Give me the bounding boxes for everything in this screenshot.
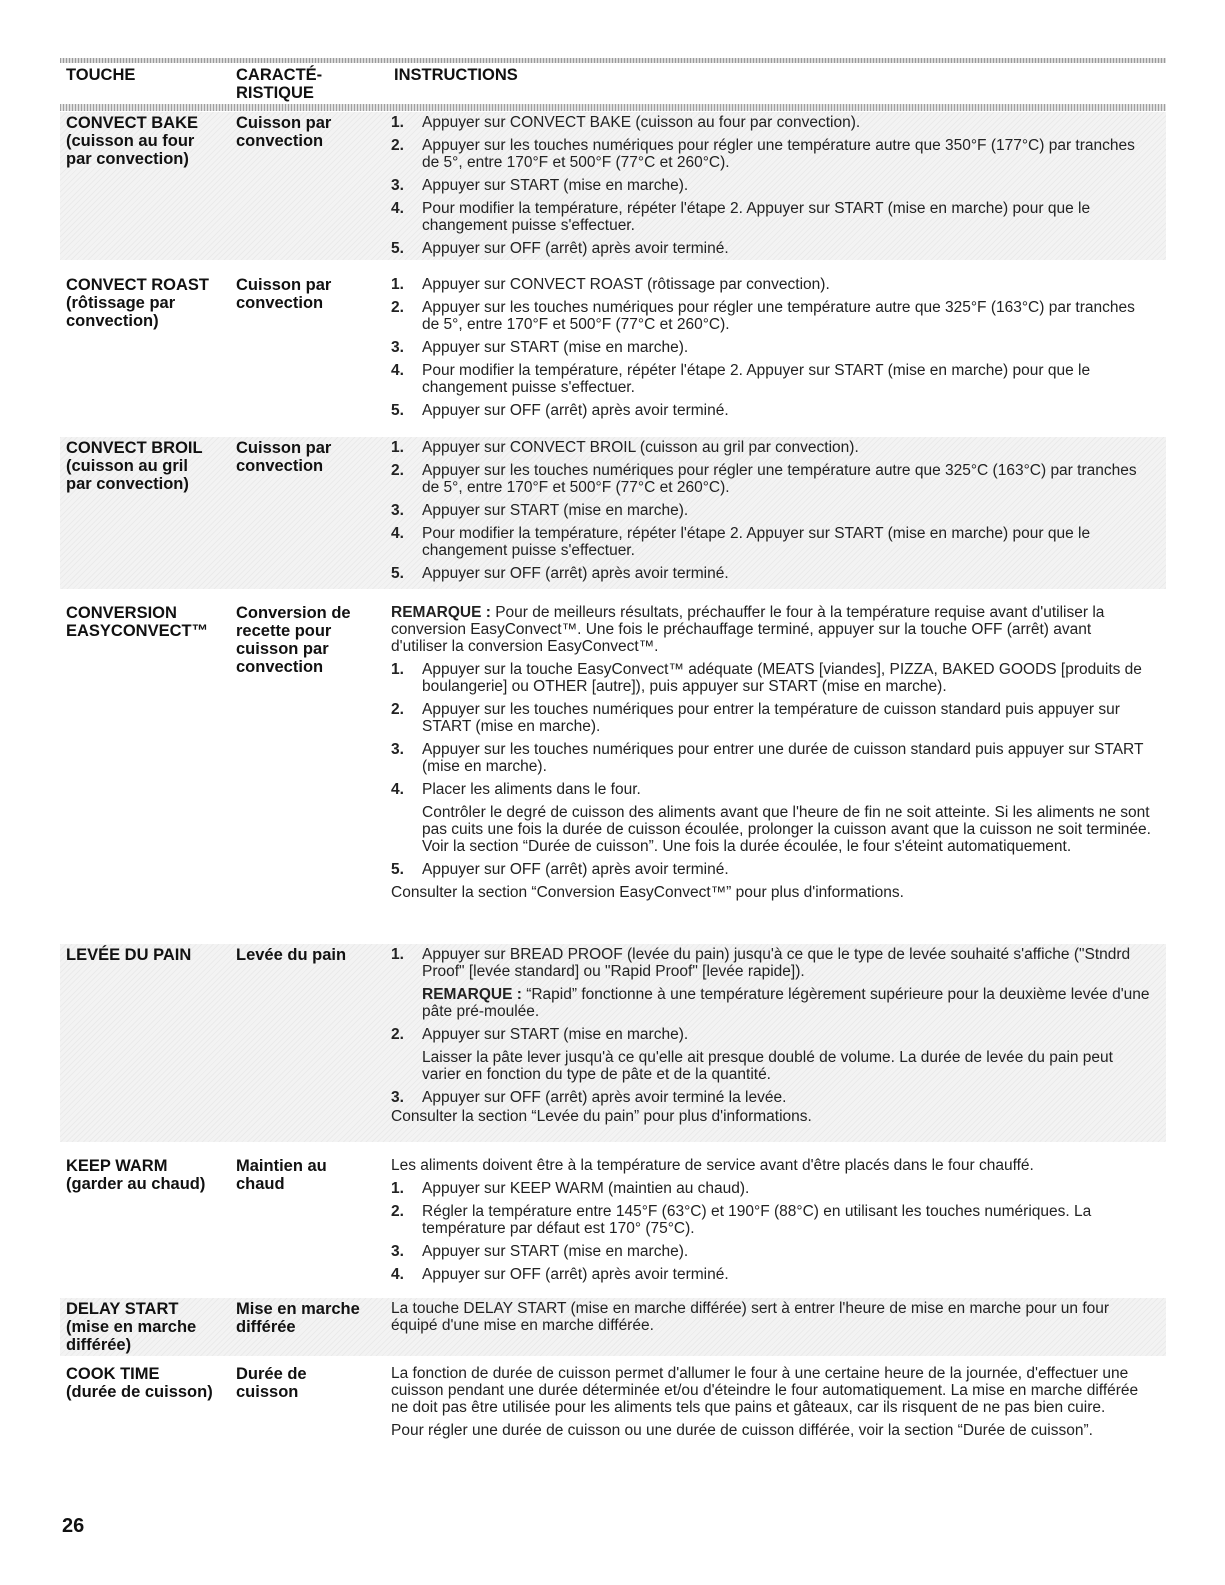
instructions [391, 1365, 1151, 1445]
table-row-keep-warm [60, 1155, 1166, 1290]
step: 4. Appuyer sur OFF (arrêt) après avoir terminé. [391, 1266, 729, 1283]
instructions [391, 1157, 1151, 1289]
step: 5. Appuyer sur OFF (arrêt) après avoir terminé. [391, 861, 729, 878]
header-instructions: INSTRUCTIONS [394, 66, 518, 84]
paragraph: Pour régler une durée de cuisson ou une durée de cuisson différée, voir la section “Durée de cuisson”. [391, 1422, 1093, 1439]
key-label: CONVECT BROIL (cuisson au gril par convection) [66, 439, 203, 493]
instructions [391, 276, 1151, 425]
instructions [391, 439, 1151, 588]
step: 1. Appuyer sur CONVECT BAKE (cuisson au four par convection). [391, 114, 861, 131]
key-label: CONVECT ROAST (rôtissage par convection) [66, 276, 210, 330]
step: 1. Appuyer sur CONVECT BROIL (cuisson au gril par convection). [391, 439, 859, 456]
key-label: KEEP WARM (garder au chaud) [66, 1157, 206, 1193]
feature-label: Cuisson par convection [236, 276, 332, 312]
step: 3. Appuyer sur START (mise en marche). [391, 502, 689, 519]
table-row-conversion [60, 602, 1166, 942]
header-feature: CARACTÉ- RISTIQUE [236, 66, 323, 102]
step: 2. Appuyer sur START (mise en marche). Laisser la pâte lever jusqu'à ce qu'elle ait presque doublé de volume. La durée de levée du pain peut varier en fonction du type de pâte et de la quantité. [391, 1026, 1151, 1083]
step: 2. Appuyer sur les touches numériques pour entrer la température de cuisson standard puis appuyer sur START (mise en marche). [391, 701, 1120, 735]
step: 1. Appuyer sur BREAD PROOF (levée du pain) jusqu'à ce que le type de levée souhaité s'affiche ("Stndrd Proof" [levée standard] ou "Rapid Proof" [levée rapide]). REMARQUE : “Rapid” fonctionne à une température légèrement supérieure pour la deuxième levée d'une pâte pré-moulée. [391, 946, 1150, 1020]
row-footer: Consulter la section “Levée du pain” pour plus d'informations. [391, 1108, 812, 1125]
step: 4. Pour modifier la température, répéter l'étape 2. Appuyer sur START (mise en marche) pour que le changement puisse s'effectuer. [391, 200, 1091, 234]
step: 3. Appuyer sur START (mise en marche). [391, 177, 689, 194]
table-row-convect-roast [60, 274, 1166, 426]
key-label: CONVERSION EASYCONVECT™ [66, 604, 209, 640]
feature-label: Conversion de recette pour cuisson par convection [236, 604, 351, 676]
row-footer: Consulter la section “Conversion EasyConvect™” pour plus d'informations. [391, 884, 904, 901]
table-row-convect-bake [60, 112, 1166, 260]
feature-label: Maintien au chaud [236, 1157, 327, 1193]
step-note: REMARQUE : “Rapid” fonctionne à une température légèrement supérieure pour la deuxième levée d'une pâte pré-moulée. [422, 986, 1150, 1020]
step: 5. Appuyer sur OFF (arrêt) après avoir terminé. [391, 565, 729, 582]
step: 4. Placer les aliments dans le four. Contrôler le degré de cuisson des aliments avant que l'heure de fin ne soit atteinte. Si les aliments ne sont pas cuits une fois la durée de cuisson écoulée, prolonger la cuisson avant que la cuisson ne soit terminée. Voir la section “Durée de cuisson”. Une fois la durée écoulée, le four s'éteint automatiquement. [391, 781, 1151, 855]
feature-label: Mise en marche différée [236, 1300, 360, 1336]
table-row-delay-start [60, 1298, 1166, 1356]
table-header [66, 64, 1166, 104]
table-row-bread-proof [60, 944, 1166, 1142]
feature-label: Levée du pain [236, 946, 347, 964]
step-detail: Laisser la pâte lever jusqu'à ce qu'elle ait presque doublé de volume. La durée de levée du pain peut varier en fonction du type de pâte et de la quantité. [422, 1049, 1113, 1083]
key-label: COOK TIME (durée de cuisson) [66, 1365, 213, 1401]
step: 5. Appuyer sur OFF (arrêt) après avoir terminé. [391, 402, 729, 419]
step: 2. Appuyer sur les touches numériques pour régler une température autre que 325°F (163°C) par tranches de 5°, entre 170°F et 500°F (77°C et 260°C). [391, 299, 1135, 333]
feature-label: Cuisson par convection [236, 114, 332, 150]
paragraph: La fonction de durée de cuisson permet d'allumer le four à une certaine heure de la journée, d'effectuer une cuisson pendant une durée déterminée et/ou d'éteindre le four automatiquement. La mise en marche différée ne doit pas être utilisée pour les aliments tels que pains et gâteaux, car ils risquent de ne pas bien cuire. [391, 1365, 1139, 1416]
instructions [391, 604, 1151, 907]
step: 3. Appuyer sur START (mise en marche). [391, 1243, 689, 1260]
step: 4. Pour modifier la température, répéter l'étape 2. Appuyer sur START (mise en marche) pour que le changement puisse s'effectuer. [391, 525, 1091, 559]
key-label: LEVÉE DU PAIN [66, 946, 192, 964]
table-row-convect-broil [60, 437, 1166, 589]
instructions [391, 114, 1151, 263]
step-detail: Contrôler le degré de cuisson des aliments avant que l'heure de fin ne soit atteinte. Si les aliments ne sont pas cuits une fois la durée de cuisson écoulée, prolonger la cuisson avant que la cuisson ne soit terminée. Voir la section “Durée de cuisson”. Une fois la durée écoulée, le four s'éteint automatiquement. [422, 804, 1151, 855]
table-row-cook-time [60, 1363, 1166, 1483]
feature-label: Cuisson par convection [236, 439, 332, 475]
key-label: CONVECT BAKE (cuisson au four par convection) [66, 114, 199, 168]
step: 2. Régler la température entre 145°F (63°C) et 190°F (88°C) en utilisant les touches numériques. La température par défaut est 170° (75°C). [391, 1203, 1092, 1237]
note: REMARQUE : Pour de meilleurs résultats, préchauffer le four à la température requise avant d'utiliser la conversion EasyConvect™. Une fois le préchauffage terminé, appuyer sur la touche OFF (arrêt) avant d'utiliser la conversion EasyConvect™. [391, 604, 1105, 655]
key-label: DELAY START (mise en marche différée) [66, 1300, 197, 1354]
step: 3. Appuyer sur START (mise en marche). [391, 339, 689, 356]
step: 4. Pour modifier la température, répéter l'étape 2. Appuyer sur START (mise en marche) pour que le changement puisse s'effectuer. [391, 362, 1091, 396]
step: 2. Appuyer sur les touches numériques pour régler une température autre que 350°F (177°C) par tranches de 5°, entre 170°F et 500°F (77°C et 260°C). [391, 137, 1135, 171]
row-intro: Les aliments doivent être à la température de service avant d'être placés dans le four chauffé. [391, 1157, 1034, 1174]
top-rule [60, 58, 1166, 63]
step: 2. Appuyer sur les touches numériques pour régler une température autre que 325°C (163°C) par tranches de 5°, entre 170°F et 500°F (77°C et 260°C). [391, 462, 1137, 496]
instructions [391, 1300, 1151, 1340]
step: 1. Appuyer sur la touche EasyConvect™ adéquate (MEATS [viandes], PIZZA, BAKED GOODS [produits de boulangerie] ou OTHER [autre]), puis appuyer sur START (mise en marche). [391, 661, 1142, 695]
page-number: 26 [62, 1515, 85, 1537]
step: 1. Appuyer sur KEEP WARM (maintien au chaud). [391, 1180, 750, 1197]
instructions [391, 946, 1151, 1131]
step: 5. Appuyer sur OFF (arrêt) après avoir terminé. [391, 240, 729, 257]
step: 3. Appuyer sur OFF (arrêt) après avoir terminé la levée. [391, 1089, 787, 1106]
feature-label: Durée de cuisson [236, 1365, 307, 1401]
step: 1. Appuyer sur CONVECT ROAST (rôtissage par convection). [391, 276, 830, 293]
header-rule [60, 104, 1166, 111]
row-text: La touche DELAY START (mise en marche différée) sert à entrer l'heure de mise en marche pour un four équipé d'une mise en marche différée. [391, 1300, 1110, 1334]
step: 3. Appuyer sur les touches numériques pour entrer une durée de cuisson standard puis appuyer sur START (mise en marche). [391, 741, 1144, 775]
header-key: TOUCHE [66, 66, 136, 84]
